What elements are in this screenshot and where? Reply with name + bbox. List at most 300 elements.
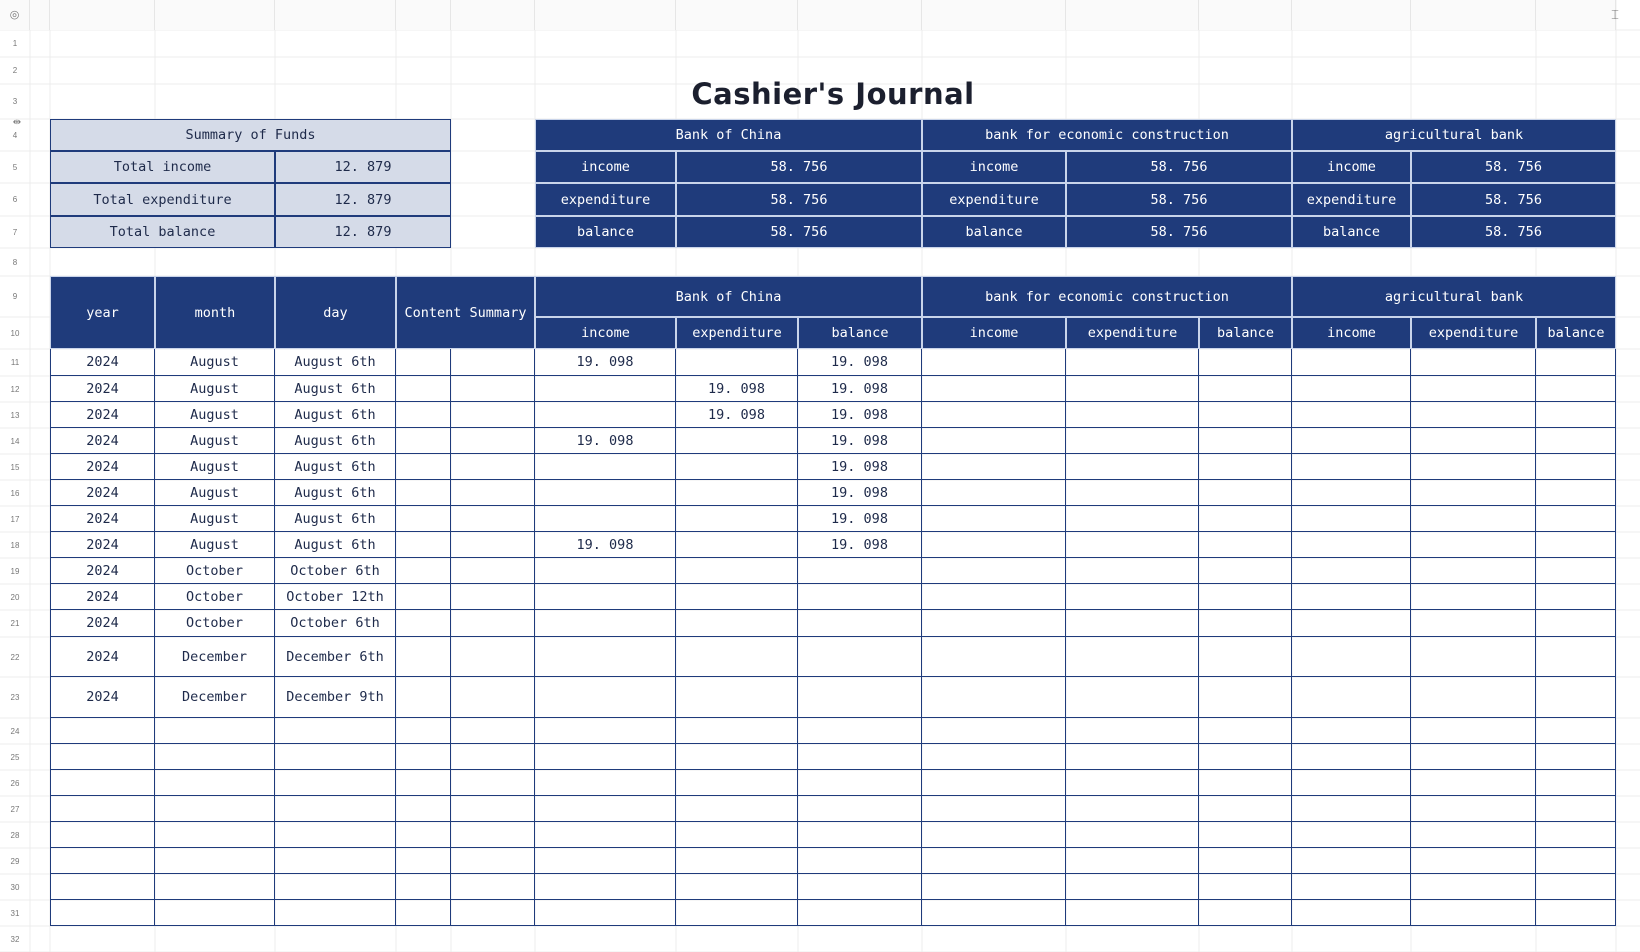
cell-day[interactable]: August 6th	[275, 454, 396, 480]
table-cell[interactable]	[1536, 874, 1616, 900]
cell-month[interactable]: August	[155, 376, 275, 402]
summary-header[interactable]: Summary of Funds	[50, 119, 451, 151]
table-cell[interactable]	[396, 677, 451, 718]
cell-expenditure[interactable]	[676, 558, 798, 584]
journal-header-day[interactable]: day	[275, 276, 396, 349]
table-cell[interactable]	[922, 349, 1066, 376]
table-cell[interactable]	[1066, 402, 1199, 428]
journal-subheader-expenditure[interactable]: expenditure	[1411, 317, 1536, 349]
cell-expenditure[interactable]	[676, 506, 798, 532]
sheet-title[interactable]: Cashier's Journal	[691, 77, 975, 111]
row-header-29[interactable]: 29	[10, 856, 20, 866]
table-cell[interactable]	[451, 637, 535, 677]
column-header-b[interactable]	[50, 0, 155, 30]
row-header-24[interactable]: 24	[10, 726, 20, 736]
table-cell[interactable]	[451, 718, 535, 744]
table-cell[interactable]	[275, 900, 396, 926]
table-cell[interactable]	[922, 454, 1066, 480]
table-cell[interactable]	[396, 532, 451, 558]
table-cell[interactable]	[1199, 532, 1292, 558]
table-cell[interactable]	[676, 770, 798, 796]
table-cell[interactable]	[1292, 796, 1411, 822]
table-cell[interactable]	[451, 848, 535, 874]
table-cell[interactable]	[676, 718, 798, 744]
column-header-n[interactable]	[1411, 0, 1536, 30]
table-cell[interactable]	[155, 770, 275, 796]
cell-balance[interactable]: 19. 098	[798, 480, 922, 506]
table-cell[interactable]	[451, 480, 535, 506]
cell-balance[interactable]	[798, 610, 922, 637]
table-cell[interactable]	[922, 796, 1066, 822]
cell-expenditure[interactable]	[676, 584, 798, 610]
table-cell[interactable]	[1292, 610, 1411, 637]
table-cell[interactable]	[275, 770, 396, 796]
table-cell[interactable]	[798, 718, 922, 744]
journal-subheader-income[interactable]: income	[1292, 317, 1411, 349]
row-header-1[interactable]: 1	[12, 39, 18, 48]
summary-label[interactable]: Total income	[50, 151, 275, 183]
bank-summary-value[interactable]: 58. 756	[676, 151, 922, 183]
table-cell[interactable]	[1536, 822, 1616, 848]
table-cell[interactable]	[1292, 428, 1411, 454]
table-cell[interactable]	[1066, 610, 1199, 637]
table-cell[interactable]	[1411, 349, 1536, 376]
table-cell[interactable]	[451, 610, 535, 637]
cell-month[interactable]: August	[155, 480, 275, 506]
table-cell[interactable]	[1292, 718, 1411, 744]
column-header-m[interactable]	[1292, 0, 1411, 30]
journal-subheader-expenditure[interactable]: expenditure	[1066, 317, 1199, 349]
table-cell[interactable]	[1199, 402, 1292, 428]
table-cell[interactable]	[922, 900, 1066, 926]
summary-value[interactable]: 12. 879	[275, 216, 451, 248]
table-cell[interactable]	[1292, 900, 1411, 926]
bank-summary-value[interactable]: 58. 756	[676, 216, 922, 248]
table-cell[interactable]	[922, 402, 1066, 428]
journal-subheader-income[interactable]: income	[535, 317, 676, 349]
bank-summary-value[interactable]: 58. 756	[1066, 151, 1292, 183]
table-cell[interactable]	[396, 402, 451, 428]
cell-balance[interactable]: 19. 098	[798, 376, 922, 402]
table-cell[interactable]	[1292, 637, 1411, 677]
table-cell[interactable]	[1411, 402, 1536, 428]
column-header-k[interactable]	[1066, 0, 1199, 30]
journal-bank-header[interactable]: bank for economic construction	[922, 276, 1292, 317]
table-cell[interactable]	[396, 480, 451, 506]
table-cell[interactable]	[1066, 637, 1199, 677]
row-header-14[interactable]: 14	[10, 436, 20, 446]
table-cell[interactable]	[1536, 349, 1616, 376]
table-cell[interactable]	[275, 796, 396, 822]
cell-month[interactable]: August	[155, 402, 275, 428]
table-cell[interactable]	[1066, 874, 1199, 900]
table-cell[interactable]	[1066, 744, 1199, 770]
table-cell[interactable]	[798, 744, 922, 770]
table-cell[interactable]	[396, 822, 451, 848]
table-cell[interactable]	[922, 376, 1066, 402]
journal-subheader-balance[interactable]: balance	[1199, 317, 1292, 349]
table-cell[interactable]	[535, 718, 676, 744]
table-cell[interactable]	[396, 900, 451, 926]
table-cell[interactable]	[922, 848, 1066, 874]
table-cell[interactable]	[1066, 532, 1199, 558]
cell-month[interactable]: October	[155, 610, 275, 637]
bank-summary-label[interactable]: income	[535, 151, 676, 183]
table-cell[interactable]	[1536, 770, 1616, 796]
cell-balance[interactable]: 19. 098	[798, 454, 922, 480]
table-cell[interactable]	[50, 848, 155, 874]
row-header-31[interactable]: 31	[10, 908, 20, 918]
table-cell[interactable]	[1199, 718, 1292, 744]
cell-day[interactable]: August 6th	[275, 428, 396, 454]
table-cell[interactable]	[451, 677, 535, 718]
table-cell[interactable]	[155, 822, 275, 848]
bank-summary-value[interactable]: 58. 756	[1411, 151, 1616, 183]
table-cell[interactable]	[50, 770, 155, 796]
cell-day[interactable]: August 6th	[275, 532, 396, 558]
table-cell[interactable]	[922, 558, 1066, 584]
bank-summary-label[interactable]: balance	[1292, 216, 1411, 248]
table-cell[interactable]	[451, 584, 535, 610]
table-cell[interactable]	[1292, 822, 1411, 848]
cell-balance[interactable]	[798, 637, 922, 677]
cell-expenditure[interactable]	[676, 454, 798, 480]
table-cell[interactable]	[451, 558, 535, 584]
table-cell[interactable]	[396, 637, 451, 677]
table-cell[interactable]	[1411, 848, 1536, 874]
cell-income[interactable]: 19. 098	[535, 532, 676, 558]
table-cell[interactable]	[1292, 376, 1411, 402]
journal-subheader-income[interactable]: income	[922, 317, 1066, 349]
table-cell[interactable]	[1066, 480, 1199, 506]
row-header-8[interactable]: 8	[12, 257, 18, 267]
column-header-j[interactable]	[922, 0, 1066, 30]
table-cell[interactable]	[396, 428, 451, 454]
table-cell[interactable]	[50, 874, 155, 900]
cell-month[interactable]: August	[155, 428, 275, 454]
row-header-21[interactable]: 21	[10, 619, 20, 628]
cell-year[interactable]: 2024	[50, 376, 155, 402]
table-cell[interactable]	[1066, 584, 1199, 610]
table-cell[interactable]	[275, 874, 396, 900]
column-header-i[interactable]	[798, 0, 922, 30]
table-cell[interactable]	[1199, 376, 1292, 402]
table-cell[interactable]	[1066, 848, 1199, 874]
row-header-19[interactable]: 19	[10, 566, 20, 576]
cell-year[interactable]: 2024	[50, 610, 155, 637]
cell-month[interactable]: August	[155, 454, 275, 480]
table-cell[interactable]	[922, 584, 1066, 610]
cell-expenditure[interactable]	[676, 349, 798, 376]
summary-value[interactable]: 12. 879	[275, 183, 451, 216]
table-cell[interactable]	[1066, 822, 1199, 848]
table-cell[interactable]	[922, 770, 1066, 796]
table-cell[interactable]	[1411, 770, 1536, 796]
table-cell[interactable]	[1292, 677, 1411, 718]
table-cell[interactable]	[1411, 677, 1536, 718]
table-cell[interactable]	[1536, 744, 1616, 770]
cell-balance[interactable]: 19. 098	[798, 532, 922, 558]
cell-balance[interactable]	[798, 677, 922, 718]
table-cell[interactable]	[1536, 677, 1616, 718]
table-cell[interactable]	[451, 796, 535, 822]
table-cell[interactable]	[155, 848, 275, 874]
row-header-16[interactable]: 16	[10, 488, 20, 498]
table-cell[interactable]	[1292, 770, 1411, 796]
table-cell[interactable]	[1199, 900, 1292, 926]
table-cell[interactable]	[1536, 718, 1616, 744]
table-cell[interactable]	[1066, 349, 1199, 376]
cell-year[interactable]: 2024	[50, 402, 155, 428]
table-cell[interactable]	[1066, 376, 1199, 402]
table-cell[interactable]	[155, 900, 275, 926]
row-header-26[interactable]: 26	[10, 778, 20, 788]
journal-subheader-expenditure[interactable]: expenditure	[676, 317, 798, 349]
table-cell[interactable]	[1411, 718, 1536, 744]
table-cell[interactable]	[396, 506, 451, 532]
table-cell[interactable]	[922, 744, 1066, 770]
cell-expenditure[interactable]	[676, 610, 798, 637]
cell-balance[interactable]: 19. 098	[798, 506, 922, 532]
table-cell[interactable]	[922, 822, 1066, 848]
column-header-e[interactable]	[396, 0, 451, 30]
row-header-28[interactable]: 28	[10, 830, 20, 840]
journal-subheader-balance[interactable]: balance	[1536, 317, 1616, 349]
table-cell[interactable]	[535, 822, 676, 848]
table-cell[interactable]	[396, 744, 451, 770]
table-cell[interactable]	[535, 796, 676, 822]
table-cell[interactable]	[1066, 900, 1199, 926]
row-header-5[interactable]: 5	[12, 162, 18, 172]
cell-balance[interactable]	[798, 584, 922, 610]
table-cell[interactable]	[922, 677, 1066, 718]
cell-day[interactable]: August 6th	[275, 480, 396, 506]
cell-income[interactable]: 19. 098	[535, 428, 676, 454]
table-cell[interactable]	[1292, 506, 1411, 532]
table-cell[interactable]	[1411, 454, 1536, 480]
bank-summary-label[interactable]: expenditure	[1292, 183, 1411, 216]
table-cell[interactable]	[50, 900, 155, 926]
journal-subheader-balance[interactable]: balance	[798, 317, 922, 349]
cell-year[interactable]: 2024	[50, 454, 155, 480]
table-cell[interactable]	[1292, 848, 1411, 874]
table-cell[interactable]	[396, 848, 451, 874]
bank-summary-label[interactable]: income	[922, 151, 1066, 183]
table-cell[interactable]	[396, 454, 451, 480]
column-header-l[interactable]	[1199, 0, 1292, 30]
table-cell[interactable]	[1411, 532, 1536, 558]
cell-expenditure[interactable]	[676, 480, 798, 506]
cell-day[interactable]: August 6th	[275, 376, 396, 402]
journal-header-year[interactable]: year	[50, 276, 155, 349]
table-cell[interactable]	[275, 848, 396, 874]
table-cell[interactable]	[798, 770, 922, 796]
bank-summary-value[interactable]: 58. 756	[1066, 216, 1292, 248]
table-cell[interactable]	[451, 770, 535, 796]
cell-expenditure[interactable]: 19. 098	[676, 402, 798, 428]
cell-balance[interactable]: 19. 098	[798, 428, 922, 454]
cell-month[interactable]: December	[155, 677, 275, 718]
cell-expenditure[interactable]	[676, 532, 798, 558]
row-header-27[interactable]: 27	[10, 804, 20, 814]
table-cell[interactable]	[451, 402, 535, 428]
table-cell[interactable]	[1411, 610, 1536, 637]
cell-day[interactable]: October 6th	[275, 610, 396, 637]
table-cell[interactable]	[451, 744, 535, 770]
table-cell[interactable]	[451, 349, 535, 376]
table-cell[interactable]	[396, 584, 451, 610]
bank-summary-value[interactable]: 58. 756	[1411, 216, 1616, 248]
cell-day[interactable]: October 12th	[275, 584, 396, 610]
cell-day[interactable]: October 6th	[275, 558, 396, 584]
table-cell[interactable]	[451, 532, 535, 558]
cell-expenditure[interactable]	[676, 637, 798, 677]
table-cell[interactable]	[1536, 376, 1616, 402]
table-cell[interactable]	[1536, 584, 1616, 610]
cell-year[interactable]: 2024	[50, 506, 155, 532]
table-cell[interactable]	[1536, 532, 1616, 558]
row-header-22[interactable]: 22	[10, 652, 20, 662]
table-cell[interactable]	[1066, 718, 1199, 744]
table-cell[interactable]	[1536, 796, 1616, 822]
table-cell[interactable]	[1066, 428, 1199, 454]
table-cell[interactable]	[155, 874, 275, 900]
table-cell[interactable]	[922, 874, 1066, 900]
table-cell[interactable]	[676, 744, 798, 770]
table-cell[interactable]	[1292, 874, 1411, 900]
column-header-a[interactable]	[30, 0, 50, 30]
table-cell[interactable]	[922, 637, 1066, 677]
cell-day[interactable]: August 6th	[275, 402, 396, 428]
table-cell[interactable]	[1292, 454, 1411, 480]
cell-month[interactable]: December	[155, 637, 275, 677]
column-header-g[interactable]	[535, 0, 676, 30]
row-header-10[interactable]: 10	[10, 328, 20, 338]
row-header-17[interactable]: 17	[10, 514, 20, 524]
table-cell[interactable]	[798, 796, 922, 822]
table-cell[interactable]	[1411, 428, 1536, 454]
table-cell[interactable]	[535, 744, 676, 770]
row-header-20[interactable]: 20	[10, 592, 20, 602]
table-cell[interactable]	[1411, 744, 1536, 770]
table-cell[interactable]	[1411, 822, 1536, 848]
table-cell[interactable]	[1199, 349, 1292, 376]
column-header-d[interactable]	[275, 0, 396, 30]
table-cell[interactable]	[451, 506, 535, 532]
table-cell[interactable]	[396, 610, 451, 637]
table-cell[interactable]	[50, 822, 155, 848]
cell-income[interactable]	[535, 558, 676, 584]
summary-value[interactable]: 12. 879	[275, 151, 451, 183]
table-cell[interactable]	[1199, 506, 1292, 532]
cell-year[interactable]: 2024	[50, 480, 155, 506]
table-cell[interactable]	[1199, 874, 1292, 900]
table-cell[interactable]	[396, 376, 451, 402]
cell-income[interactable]	[535, 506, 676, 532]
row-header-6[interactable]: 6	[12, 195, 18, 204]
table-cell[interactable]	[1411, 796, 1536, 822]
cell-year[interactable]: 2024	[50, 428, 155, 454]
cell-income[interactable]	[535, 454, 676, 480]
table-cell[interactable]	[1066, 558, 1199, 584]
table-cell[interactable]	[922, 610, 1066, 637]
table-cell[interactable]	[1066, 770, 1199, 796]
cell-balance[interactable]: 19. 098	[798, 402, 922, 428]
table-cell[interactable]	[396, 718, 451, 744]
cell-income[interactable]	[535, 584, 676, 610]
cell-year[interactable]: 2024	[50, 349, 155, 376]
table-cell[interactable]	[1411, 637, 1536, 677]
table-cell[interactable]	[1536, 402, 1616, 428]
row-header-18[interactable]: 18	[10, 540, 20, 550]
table-cell[interactable]	[1536, 506, 1616, 532]
table-cell[interactable]	[275, 822, 396, 848]
row-header-7[interactable]: 7	[12, 227, 18, 237]
table-cell[interactable]	[451, 874, 535, 900]
row-header-3[interactable]: 3	[12, 97, 18, 106]
cell-income[interactable]	[535, 402, 676, 428]
journal-header-month[interactable]: month	[155, 276, 275, 349]
table-cell[interactable]	[676, 900, 798, 926]
row-header-32[interactable]: 32	[10, 934, 20, 944]
table-cell[interactable]	[676, 796, 798, 822]
freeze-handle-icon[interactable]: ⇹	[12, 116, 22, 128]
cell-month[interactable]: October	[155, 558, 275, 584]
table-cell[interactable]	[396, 796, 451, 822]
table-cell[interactable]	[1199, 480, 1292, 506]
table-cell[interactable]	[1199, 770, 1292, 796]
table-cell[interactable]	[922, 428, 1066, 454]
table-cell[interactable]	[1199, 610, 1292, 637]
summary-label[interactable]: Total expenditure	[50, 183, 275, 216]
bank-summary-label[interactable]: balance	[922, 216, 1066, 248]
table-cell[interactable]	[1411, 558, 1536, 584]
table-cell[interactable]	[275, 718, 396, 744]
cell-month[interactable]: August	[155, 506, 275, 532]
table-cell[interactable]	[798, 822, 922, 848]
table-cell[interactable]	[396, 558, 451, 584]
table-cell[interactable]	[1536, 637, 1616, 677]
cell-expenditure[interactable]: 19. 098	[676, 376, 798, 402]
table-cell[interactable]	[451, 822, 535, 848]
table-cell[interactable]	[1292, 349, 1411, 376]
table-cell[interactable]	[798, 874, 922, 900]
journal-bank-header[interactable]: agricultural bank	[1292, 276, 1616, 317]
row-header-30[interactable]: 30	[10, 882, 20, 892]
bank-summary-header[interactable]: bank for economic construction	[922, 119, 1292, 151]
cell-income[interactable]	[535, 610, 676, 637]
table-cell[interactable]	[1536, 848, 1616, 874]
table-cell[interactable]	[1292, 584, 1411, 610]
row-header-2[interactable]: 2	[12, 66, 18, 75]
table-cell[interactable]	[535, 900, 676, 926]
table-cell[interactable]	[451, 428, 535, 454]
table-cell[interactable]	[1292, 480, 1411, 506]
table-cell[interactable]	[451, 900, 535, 926]
bank-summary-value[interactable]: 58. 756	[676, 183, 922, 216]
table-cell[interactable]	[1199, 744, 1292, 770]
table-cell[interactable]	[155, 718, 275, 744]
cell-balance[interactable]: 19. 098	[798, 349, 922, 376]
table-cell[interactable]	[1536, 900, 1616, 926]
cell-income[interactable]	[535, 376, 676, 402]
table-cell[interactable]	[922, 718, 1066, 744]
cell-year[interactable]: 2024	[50, 558, 155, 584]
table-cell[interactable]	[1536, 480, 1616, 506]
table-cell[interactable]	[1199, 428, 1292, 454]
cell-expenditure[interactable]	[676, 677, 798, 718]
table-cell[interactable]	[155, 796, 275, 822]
